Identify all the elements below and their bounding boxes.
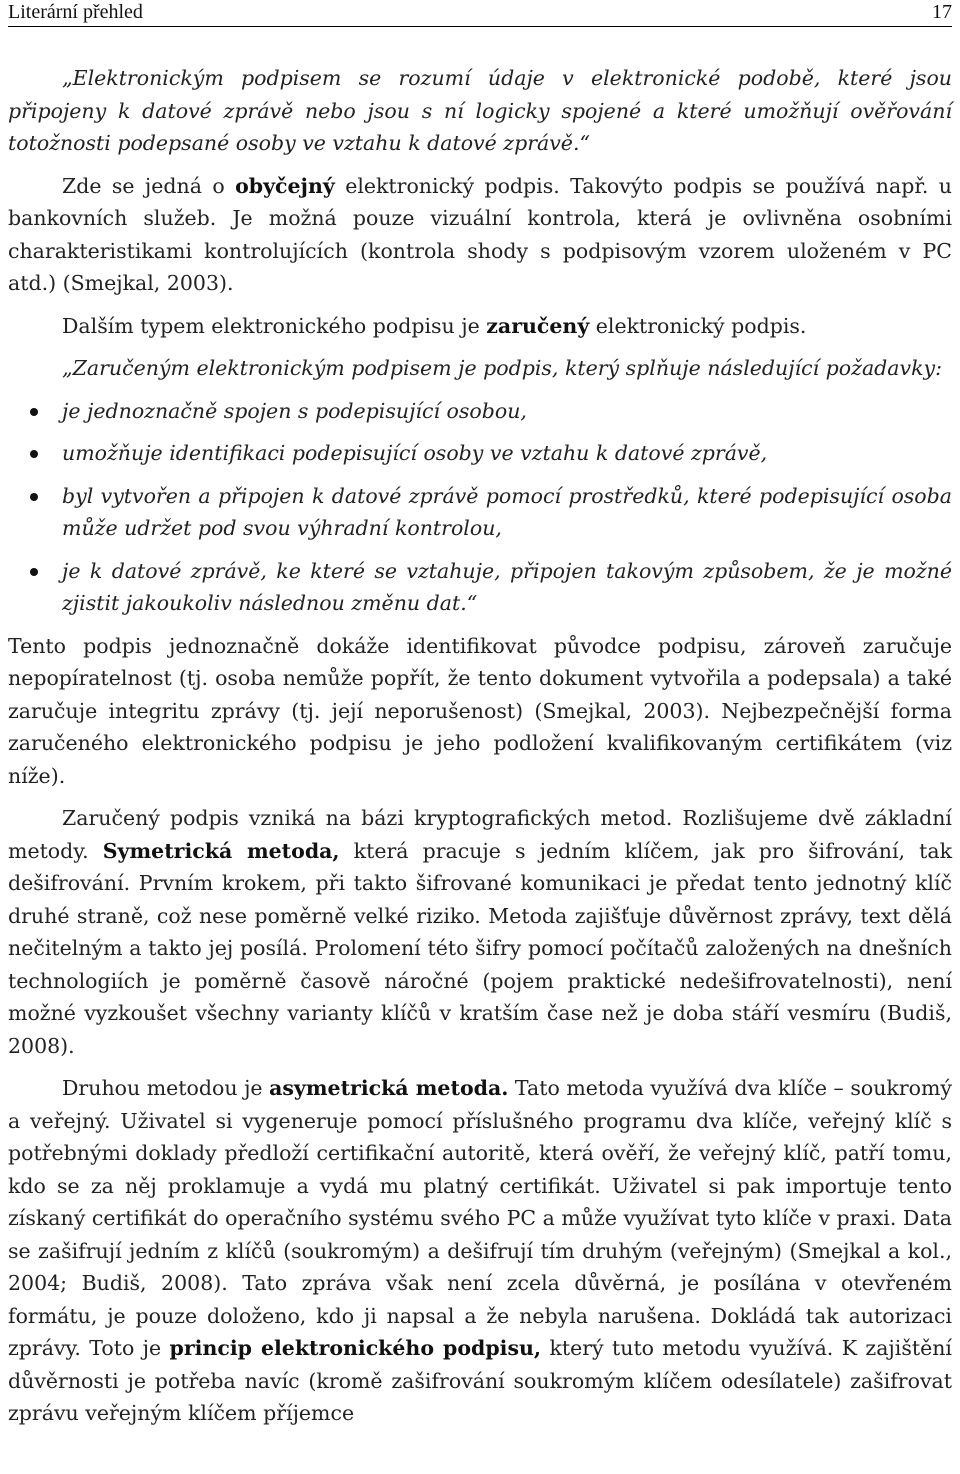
text-run: elektronický podpis. Takovýto podpis se používá např. u bankovních služeb. Je možná pouze vizuální kontrola, která je ovlivněna osobními charakteristikami kontrolujících (kontrola shody s podpisovým vzorem uloženém v PC atd.) (Smejkal, 2003). [8,173,952,295]
header-section-title: Literární přehled [8,1,143,23]
list-item [8,480,952,545]
text-run: Zaručený podpis vzniká na bázi kryptografických metod. Rozlišujeme dvě základní metody. [8,806,952,863]
bullet-icon [30,568,38,576]
paragraph-signature-properties [8,630,952,793]
page-body [8,62,952,1430]
text-run: elektronický podpis. [589,313,807,338]
paragraph-requirements-intro [8,352,952,385]
text-run: Tento podpis jednoznačně dokáže identifikovat původce podpisu, zároveň zaručuje nepopíratelnost (tj. osoba nemůže popřít, že tento dokument vytvořila a podepsala) a také zaručuje integritu zprávy (tj. její neporušenost) (Smejkal, 2003). Nejbezpečnější forma zaručeného elektronického podpisu je jeho podložení kvalifikovaným certifikátem (viz níže). [8,633,952,788]
text-run: která pracuje s jedním klíčem, jak pro šifrování, tak dešifrování. Prvním krokem, při takto šifrované komunikaci je předat tento jednotný klíč druhé straně, což nese poměrně velké riziko. Metoda zajišťuje důvěrnost zprávy, text dělá nečitelným a takto jej posílá. Prolomení této šifry pomocí počítačů založených na dnešních technologiích je poměrně časově náročné (pojem praktické nedešifrovatelnosti), není možné vyzkoušet všechny varianty klíčů v kratším čase než je doba stáří vesmíru (Budiš, 2008). [8,838,952,1058]
bold-term-asymmetric: asymetrická metoda. [269,1076,509,1100]
text-run: „Zaručeným elektronickým podpisem je podpis, který splňuje následující požadavky: [62,356,943,380]
paragraph-ordinary-signature [8,170,952,300]
text-run: který tuto metodu využívá. K zajištění důvěrnosti je potřeba navíc (kromě zašifrování soukromým klíčem odesílatele) zašifrovat zprávu veřejným klíčem příjemce [8,1336,952,1425]
page-number: 17 [932,1,952,23]
list-item-text: umožňuje identifikaci podepisující osoby ve vztahu k datové zprávě, [62,441,768,465]
running-header [8,0,952,27]
text-run: Dalším typem elektronického podpisu je [62,313,487,338]
bold-term-symmetric: Symetrická metoda, [102,838,340,863]
list-item-text: je jednoznačně spojen s podepisující osobou, [62,398,527,423]
bold-term-ordinary: obyčejný [235,173,335,198]
paragraph-guaranteed-intro [8,310,952,343]
paragraph-asymmetric-method [8,1072,952,1430]
text-run: Zde se jedná o [62,173,236,198]
list-item [8,395,952,428]
list-item-text: byl vytvořen a připojen k datové zprávě pomocí prostředků, které podepisující osoba může udržet pod svou výhradní kontrolou, [62,483,952,540]
requirements-list [8,395,952,620]
text-run: Druhou metodou je [62,1076,270,1100]
list-item-text: je k datové zprávě, ke které se vztahuje, připojen takovým způsobem, že je možné zjistit jakoukoliv následnou změnu dat.“ [62,558,952,615]
bold-term-guaranteed: zaručený [486,313,590,338]
definition-quote [8,62,952,160]
text-run: Tato metoda využívá dva klíče – soukromý a veřejný. Uživatel si vygeneruje pomocí příslušného programu dva klíče, veřejný klíč s potřebnými doklady předloží certifikační autoritě, která ověří, že veřejný klíč, patří tomu, kdo se za něj proklamuje a vydá mu platný certifikát. Uživatel si pak importuje tento získaný certifikát do operačního systému svého PC a může využívat tyto klíče v praxi. Data se zašifrují jedním z klíčů (soukromým) a dešifrují tím druhým (veřejným) (Smejkal a kol., 2004; Budiš, 2008). Tato zpráva však není zcela důvěrná, je posílána v otevřeném formátu, je pouze doloženo, kdo ji napsal a že nebyla narušena. Dokládá tak autorizaci zprávy. Toto je [8,1076,952,1360]
bullet-icon [30,408,38,416]
bullet-icon [30,450,38,458]
list-item [8,437,952,470]
paragraph-symmetric-method [8,802,952,1062]
list-item [8,555,952,620]
bullet-icon [30,493,38,501]
bold-term-principle: princip elektronického podpisu, [169,1336,542,1360]
quote-text: „Elektronickým podpisem se rozumí údaje v elektronické podobě, které jsou připojeny k datové zprávě nebo jsou s ní logicky spojené a které umožňují ověřování totožnosti podepsané osoby ve vztahu k datové zprávě.“ [8,66,952,155]
